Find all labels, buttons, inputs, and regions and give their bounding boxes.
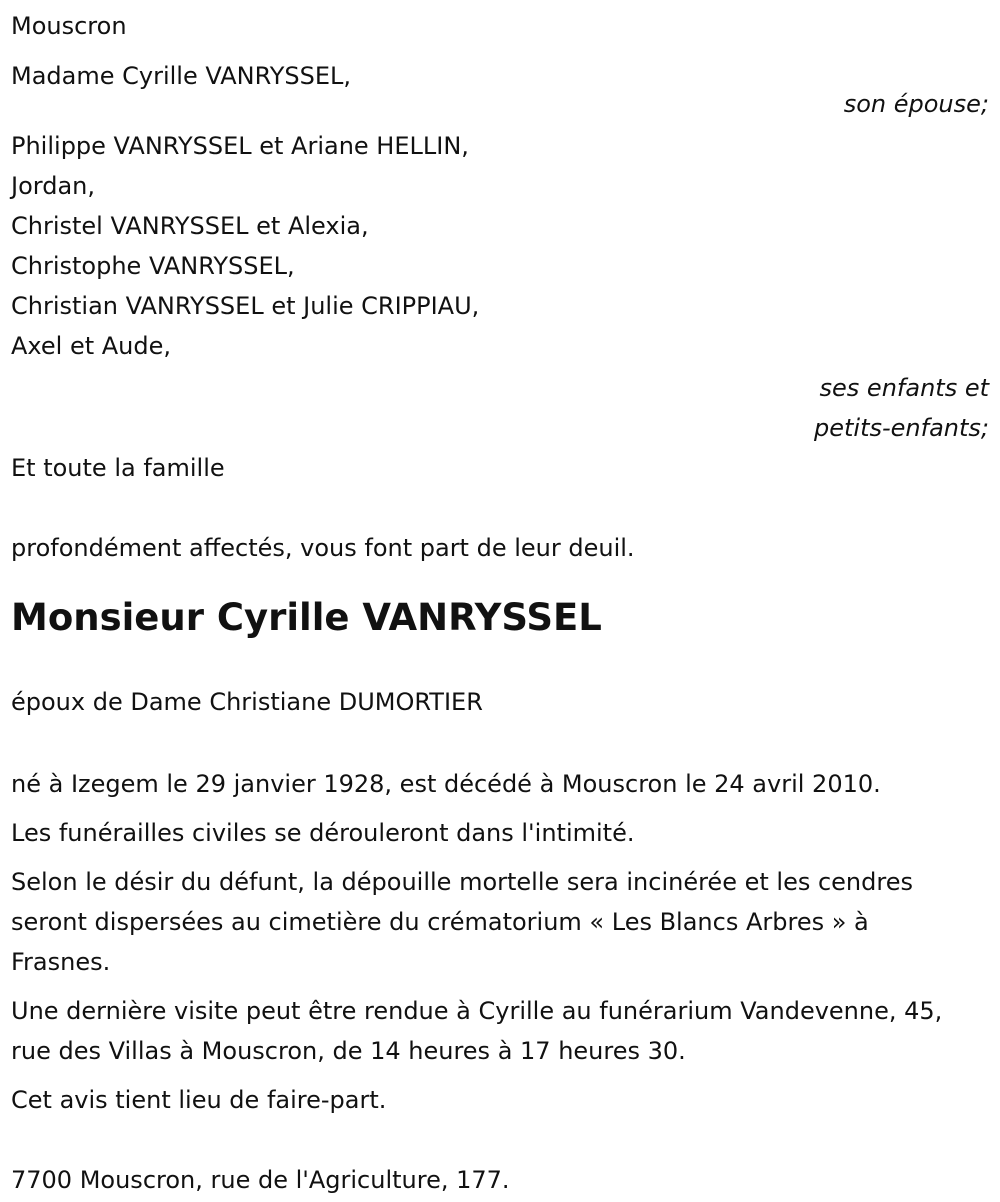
list-item: Christian VANRYSSEL et Julie CRIPPIAU, (11, 292, 480, 320)
children-list (11, 126, 989, 366)
list-item: Christel VANRYSSEL et Alexia, (11, 212, 369, 240)
notice-text: Cet avis tient lieu de faire-part. (11, 1086, 387, 1114)
spouse-of-line: époux de Dame Christiane DUMORTIER (11, 688, 483, 716)
announcement-text: profondément affectés, vous font part de leur deuil. (11, 534, 635, 562)
list-item: Axel et Aude, (11, 332, 172, 360)
spouse-role: son épouse; (843, 90, 989, 118)
funeral-text: Les funérailles civiles se dérouleront dans l'intimité. (11, 819, 635, 847)
obituary-notice (11, 6, 989, 1200)
deceased-name: Monsieur Cyrille VANRYSSEL (11, 596, 602, 639)
spouse-name: Madame Cyrille VANRYSSEL, (11, 62, 352, 90)
children-role-line1: ses enfants et (819, 374, 989, 402)
visit-text: Une dernière visite peut être rendue à Cyrille au funérarium Vandevenne, 45, rue des Villas à Mouscron, de 14 heures à 17 heures 30. (11, 997, 943, 1065)
city-heading: Mouscron (11, 12, 127, 40)
family-line: Et toute la famille (11, 454, 225, 482)
list-item: Jordan, (11, 172, 95, 200)
address-line: 7700 Mouscron, rue de l'Agriculture, 177. (11, 1166, 510, 1194)
list-item: Philippe VANRYSSEL et Ariane HELLIN, (11, 132, 469, 160)
birth-death-line: né à Izegem le 29 janvier 1928, est décédé à Mouscron le 24 avril 2010. (11, 770, 881, 798)
list-item: Christophe VANRYSSEL, (11, 252, 295, 280)
children-role-line2: petits-enfants; (814, 414, 989, 442)
cremation-text: Selon le désir du défunt, la dépouille mortelle sera incinérée et les cendres seront dispersées au cimetière du crématorium « Les Blancs Arbres » à Frasnes. (11, 868, 913, 976)
